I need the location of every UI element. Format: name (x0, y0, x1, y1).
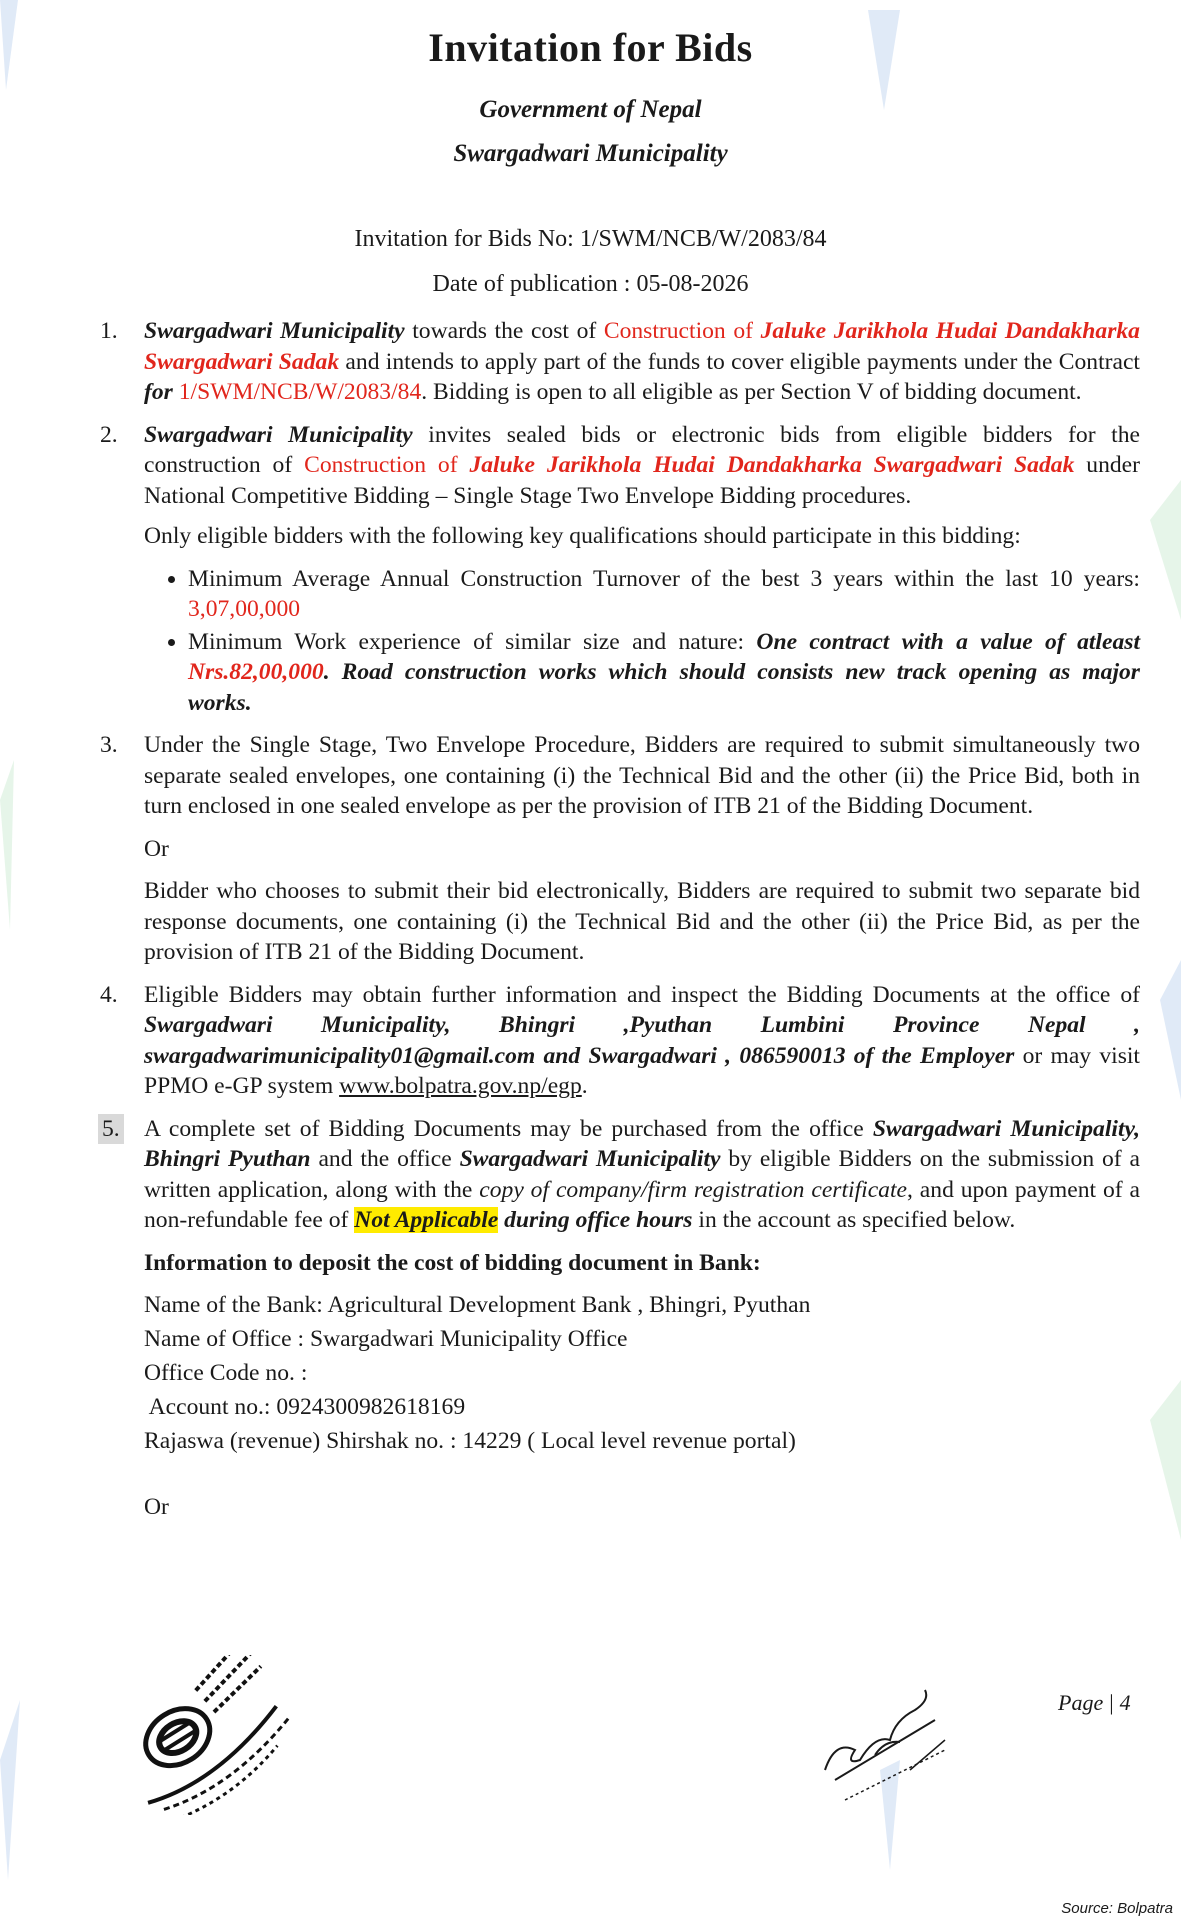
text-segment: during office hours (498, 1207, 693, 1233)
text-segment: for (144, 379, 173, 405)
qualification-list (144, 564, 1140, 719)
contract-value: Nrs.82,00,000 (188, 659, 324, 685)
source-credit: Source: Bolpatra (1061, 1900, 1173, 1917)
text-segment: Minimum Average Annual Construction Turnover of the best 3 years within the last 10 years: (188, 565, 1140, 592)
text-segment: One contract with a value of atleast (756, 628, 1140, 655)
government-name: Government of Nepal (479, 96, 702, 123)
municipality-name: Swargadwari Municipality (453, 140, 728, 167)
signature-graphic (815, 1680, 975, 1810)
project-name-prefix: Construction of (304, 452, 470, 478)
clause-5 (100, 1114, 1140, 1525)
qualification-experience (188, 627, 1140, 719)
office-name: Name of Office : Swargadwari Municipality Office (144, 1326, 628, 1352)
office-contact: Swargadwari Municipality, Bhingri ,Pyuthan Lumbini Province Nepal , swargadwarimunicipality01@gmail.com and Swargadwari , 086590013 of the Employer (144, 1012, 1140, 1069)
text-segment: A complete set of Bidding Documents may be purchased from the office (144, 1115, 873, 1142)
text-segment: . Road construction works which should consists new track opening as major works. (188, 659, 1140, 716)
municipality-stamp-graphic (100, 1655, 300, 1815)
document-body (100, 316, 1140, 1536)
document-title: Invitation for Bids (428, 25, 753, 70)
clause-4 (100, 980, 1140, 1102)
contract-number: 1/SWM/NCB/W/2083/84 (172, 379, 422, 405)
bank-info-heading: Information to deposit the cost of bidding document in Bank: (144, 1249, 761, 1276)
clause-text-electronic: Bidder who chooses to submit their bid electronically, Bidders are required to submit two separate bid response documents, one containing (i) the Technical Bid and the other (ii) the Price Bid, as per the provision of ITB 21 of the Bidding Document. (144, 878, 1140, 965)
project-name-prefix: Construction of (603, 318, 761, 344)
clause-number: 5. (98, 1114, 124, 1145)
clause-number: 1. (100, 318, 118, 344)
clause-number: 4. (100, 981, 118, 1008)
text-segment: Eligible Bidders may obtain further information and inspect the Bidding Documents at the office of (144, 981, 1140, 1008)
clause-1 (100, 316, 1140, 408)
clause-3 (100, 730, 1140, 968)
text-segment: or may visit PPMO e-GP system (144, 1042, 1140, 1099)
text-segment: Swargadwari Municipality (459, 1146, 721, 1172)
text-segment: invites sealed bids or electronic bids from eligible bidders for the construction of (144, 421, 1140, 478)
text-segment: Minimum Work experience of similar size and nature: (188, 628, 757, 655)
qualification-intro: Only eligible bidders with the following key qualifications should participate in this bidding: (144, 523, 1021, 549)
clause-number: 2. (100, 421, 118, 448)
page-label: Page (1058, 1690, 1104, 1715)
account-number: Account no.: 0924300982618169 (144, 1394, 466, 1420)
or-separator: Or (144, 835, 169, 862)
qualification-turnover (188, 564, 1140, 625)
page-number-value: 4 (1119, 1690, 1131, 1715)
clause-number: 3. (100, 732, 118, 758)
text-segment: and intends to apply part of the funds to cover eligible payments under the Contract (339, 348, 1140, 375)
text-segment: Swargadwari Municipality, Bhingri Pyuthan (144, 1115, 1140, 1172)
text-segment: copy of company/firm registration certificate (479, 1176, 907, 1203)
turnover-value: 3,07,00,000 (188, 596, 301, 622)
project-name: Jaluke Jarikhola Hudai Dandakharka Swargadwari Sadak (144, 318, 1140, 375)
text-segment: , and upon payment of a non-refundable fee of (144, 1176, 1141, 1233)
text-segment: . (581, 1073, 588, 1099)
revenue-code: Rajaswa (revenue) Shirshak no. : 14229 ( Local level revenue portal) (144, 1428, 796, 1454)
employer-name: Swargadwari Municipality (144, 421, 413, 448)
project-name: Jaluke Jarikhola Hudai Dandakharka Swargadwari Sadak (469, 452, 1075, 478)
text-segment: in the account as specified below. (692, 1207, 1016, 1233)
bank-name: Name of the Bank: Agricultural Development Bank , Bhingri, Pyuthan (144, 1292, 811, 1318)
egp-link[interactable]: www.bolpatra.gov.np/egp (339, 1073, 582, 1099)
clause-2 (100, 420, 1140, 719)
clause-text: Under the Single Stage, Two Envelope Procedure, Bidders are required to submit simultaneously two separate sealed envelopes, one containing (i) the Technical Bid and the other (ii) the Price Bid, both in turn enclosed in one sealed envelope as per the provision of ITB 21 of the Bidding Document. (144, 732, 1140, 819)
text-segment: . Bidding is open to all eligible as per Section V of bidding document. (421, 379, 1082, 405)
employer-name: Swargadwari Municipality (144, 318, 405, 344)
publication-date: Date of publication : 05-08-2026 (432, 271, 749, 297)
text-segment: by eligible Bidders on the submission of a written application, along with the (144, 1146, 1140, 1203)
ifb-number: Invitation for Bids No: 1/SWM/NCB/W/2083/84 (354, 226, 827, 252)
office-code: Office Code no. : (144, 1360, 308, 1386)
fee-highlight: Not Applicable (354, 1207, 499, 1233)
or-separator-bottom: Or (144, 1494, 169, 1520)
text-segment: towards the cost of (404, 318, 604, 344)
text-segment: and the office (310, 1146, 460, 1172)
text-segment: under National Competitive Bidding – Single Stage Two Envelope Bidding procedures. (144, 452, 1140, 509)
page-number: Page | 4 (1058, 1690, 1131, 1715)
